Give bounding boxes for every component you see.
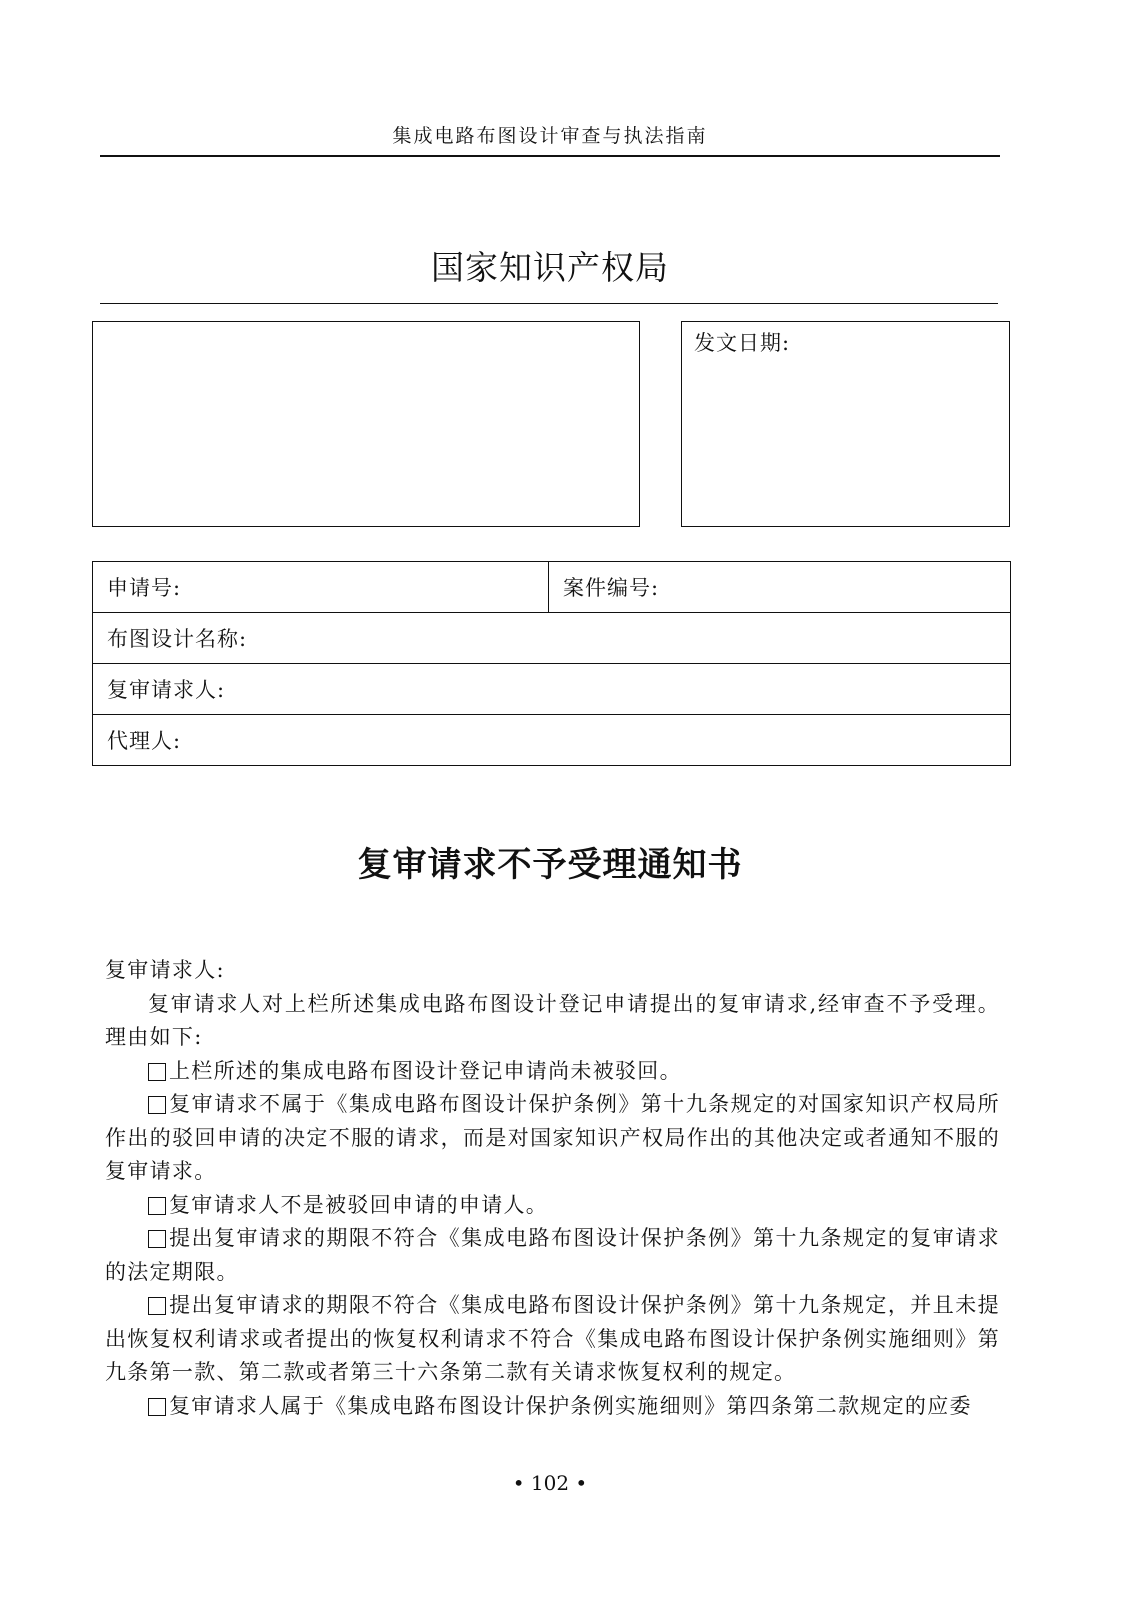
running-header: 集成电路布图设计审查与执法指南 [392,125,708,147]
design-name-label: 布图设计名称: [93,613,1011,664]
header-rule [100,155,1000,157]
checkbox-icon[interactable] [148,1230,166,1248]
reason-item [105,1390,1000,1424]
reason-text: 复审请求不属于《集成电路布图设计保护条例》第十九条规定的对国家知识产权局所作出的驳回申请的决定不服的请求，而是对国家知识产权局作出的其他决定或者通知不服的复审请求。 [105,1092,1000,1183]
table-row [93,562,1011,613]
checkbox-icon[interactable] [148,1063,166,1081]
issue-date-label: 发文日期: [694,331,791,355]
issue-date-box [681,321,1010,527]
reason-text: 提出复审请求的期限不符合《集成电路布图设计保护条例》第十九条规定，并且未提出恢复权利请求或者提出的恢复权利请求不符合《集成电路布图设计保护条例实施细则》第九条第一款、第二款或者第三十六条第二款有关请求恢复权利的规定。 [105,1293,1000,1384]
checkbox-icon[interactable] [148,1197,166,1215]
table-row [93,613,1011,664]
document-title: 复审请求不予受理通知书 [357,845,743,885]
reason-item [105,1189,1000,1223]
notice-body [105,954,1000,1423]
reason-item [105,1222,1000,1289]
case-info-table [92,561,1011,766]
checkbox-icon[interactable] [148,1398,166,1416]
reason-text: 复审请求人不是被驳回申请的申请人。 [169,1192,549,1217]
table-row [93,715,1011,766]
reason-item [105,1088,1000,1189]
checkbox-icon[interactable] [148,1096,166,1114]
reason-text: 提出复审请求的期限不符合《集成电路布图设计保护条例》第十九条规定的复审请求的法定期限。 [105,1226,1000,1284]
intro-paragraph: 复审请求人对上栏所述集成电路布图设计登记申请提出的复审请求,经审查不予受理。理由如下: [105,991,1000,1049]
reason-text: 复审请求人属于《集成电路布图设计保护条例实施细则》第四条第二款规定的应委 [169,1393,972,1418]
address-box [92,321,640,527]
reason-item [105,1055,1000,1089]
reason-item [105,1289,1000,1390]
checkbox-icon[interactable] [148,1297,166,1315]
requester-label: 复审请求人: [93,664,1011,715]
agency-name: 国家知识产权局 [431,248,669,287]
case-no-label: 案件编号: [549,562,1011,613]
page-number: • 102 • [512,1471,588,1495]
table-row [93,664,1011,715]
agent-label: 代理人: [93,715,1011,766]
agency-rule [100,303,998,304]
reason-text: 上栏所述的集成电路布图设计登记申请尚未被驳回。 [169,1058,682,1083]
application-no-label: 申请号: [93,562,549,613]
salutation: 复审请求人: [105,958,225,982]
